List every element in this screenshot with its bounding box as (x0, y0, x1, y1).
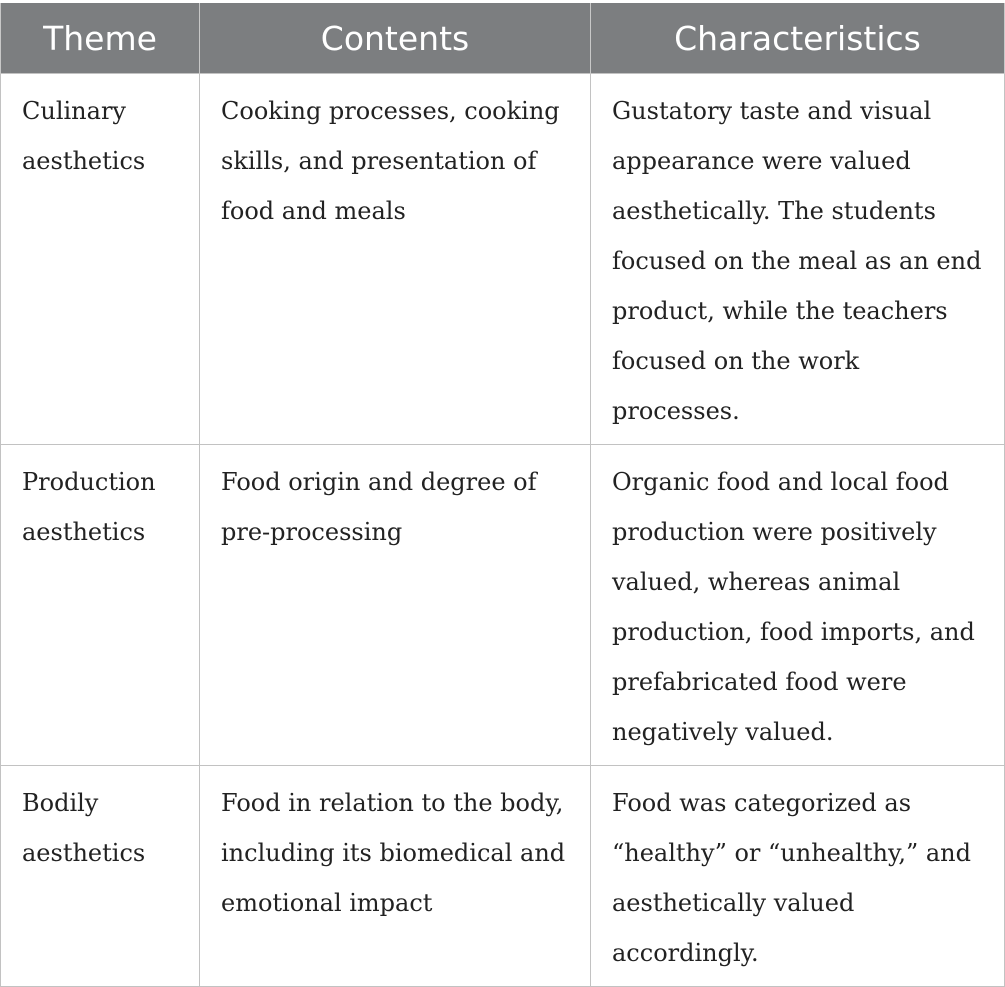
header-row (1, 3, 1005, 74)
table-row (1, 766, 1005, 987)
table-row (1, 74, 1005, 445)
header-characteristics: Characteristics (591, 3, 1005, 74)
characteristics-cell: Organic food and local food production were positively valued, whereas animal production, food imports, and prefabricated food were negatively valued. (591, 445, 1005, 766)
contents-cell: Food origin and degree of pre-processing (200, 445, 591, 766)
themes-table (0, 3, 1005, 987)
theme-cell: Culinary aesthetics (1, 74, 200, 445)
table-body (1, 74, 1005, 987)
table-header (1, 3, 1005, 74)
header-theme: Theme (1, 3, 200, 74)
header-contents: Contents (200, 3, 591, 74)
theme-cell: Bodily aesthetics (1, 766, 200, 987)
contents-cell: Cooking processes, cooking skills, and presentation of food and meals (200, 74, 591, 445)
contents-cell: Food in relation to the body, including its biomedical and emotional impact (200, 766, 591, 987)
characteristics-cell: Gustatory taste and visual appearance were valued aesthetically. The students focused on the meal as an end product, while the teachers focused on the work processes. (591, 74, 1005, 445)
table-row (1, 445, 1005, 766)
characteristics-cell: Food was categorized as “healthy” or “unhealthy,” and aesthetically valued accordingly. (591, 766, 1005, 987)
theme-cell: Production aesthetics (1, 445, 200, 766)
